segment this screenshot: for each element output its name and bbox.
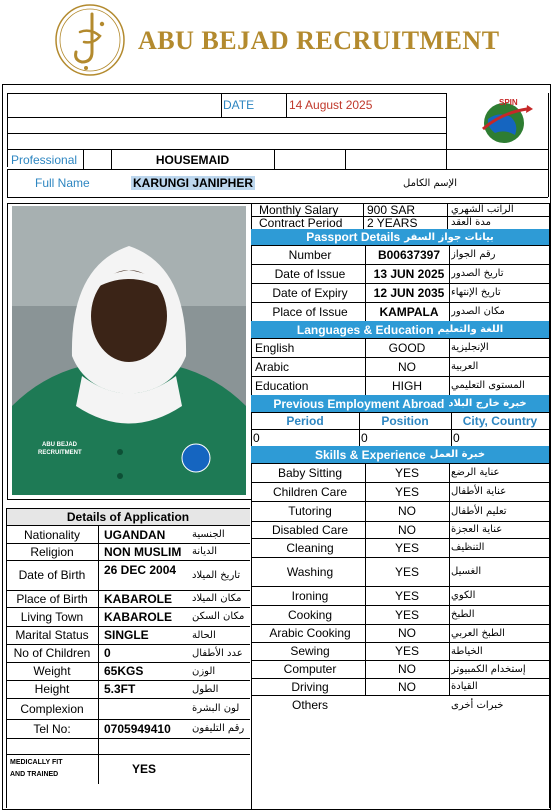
skill-label-ar: عناية الرضع: [451, 467, 500, 478]
language-row-label: Education: [255, 378, 309, 393]
skill-label-ar: تعليم الأطفال: [451, 505, 507, 517]
skill-label-ar: القيادة: [451, 681, 478, 692]
skills-section: [251, 446, 549, 463]
skill-value: NO: [398, 522, 416, 537]
application-label: Height: [34, 682, 70, 696]
application-label-ar: الجنسية: [192, 529, 225, 540]
salary-label: Monthly Salary: [259, 203, 339, 216]
application-label: Marital Status: [15, 628, 89, 642]
skill-value: YES: [394, 540, 419, 555]
passport-row-label: Date of Expiry: [272, 285, 348, 300]
language-row-label-ar: المستوى التعليمي: [451, 380, 525, 391]
application-label: Religion: [30, 544, 74, 559]
skill-label-ar: عناية العجزة: [451, 524, 503, 535]
application-label-ar: الديانة: [192, 546, 218, 557]
passport-row-label-ar: تاريخ الإنتهاء: [451, 287, 501, 298]
skill-label: Disabled Care: [271, 522, 349, 537]
spin-logo-text: SPIN: [499, 98, 518, 107]
skill-label: Washing: [286, 564, 334, 579]
application-label-ar: لون البشرة: [192, 703, 240, 714]
application-label-ar: مكان الميلاد: [192, 593, 242, 604]
skill-label: Others: [291, 698, 328, 712]
medical-label-line1: MEDICALLY FIT: [10, 759, 63, 766]
passport-row-label-ar: مكان الصدور: [451, 306, 505, 317]
application-label-ar: الطول: [192, 683, 219, 695]
skill-label: Arabic Cooking: [269, 626, 351, 640]
contract-label-ar: مدة العقد: [451, 217, 491, 228]
application-label: Weight: [33, 664, 71, 678]
application-value: 65KGS: [104, 664, 144, 678]
skill-value: YES: [394, 564, 419, 579]
skill-label: Cleaning: [286, 540, 334, 555]
document-header: [0, 0, 553, 82]
skill-value: YES: [394, 588, 419, 603]
languages-section: [251, 321, 549, 338]
languages-section-title: Languages & Education: [296, 322, 434, 337]
skill-label: Tutoring: [288, 504, 332, 518]
application-value: SINGLE: [104, 628, 149, 642]
calligraphy-logo-icon: [50, 2, 130, 78]
application-details: [6, 508, 250, 810]
application-label: Nationality: [23, 527, 81, 542]
application-label-ar: تاريخ الميلاد: [192, 569, 241, 581]
languages-section-title-ar: اللغة والتعليم: [437, 324, 504, 335]
skill-label: Sewing: [290, 644, 330, 658]
skill-value: NO: [398, 679, 416, 694]
skill-label-ar: الغسيل: [451, 566, 482, 577]
skills-section-title: Skills & Experience: [314, 447, 426, 462]
application-label: Tel No:: [33, 721, 71, 736]
passport-row-label: Date of Issue: [274, 266, 346, 281]
passport-row-value: B00637397: [377, 247, 441, 262]
application-label: No of Children: [13, 646, 91, 660]
contract-value: 2 YEARS: [367, 216, 418, 229]
date-value: 14 August 2025: [289, 98, 373, 112]
passport-section: [251, 229, 549, 245]
skill-label-ar: عناية الأطفال: [451, 486, 507, 497]
application-value: 0: [104, 646, 111, 660]
application-value: KABAROLE: [104, 591, 172, 606]
full-name-label: Full Name: [35, 176, 90, 190]
right-column: [251, 203, 551, 810]
passport-row-label: Number: [288, 247, 332, 262]
skill-value: YES: [394, 644, 419, 658]
medical-value: YES: [132, 762, 157, 776]
employment-section: [251, 395, 549, 412]
skill-value: YES: [394, 607, 419, 622]
skill-value: [365, 695, 449, 715]
skill-label: Children Care: [272, 484, 348, 499]
application-value: [104, 698, 194, 719]
language-row-label-ar: العربية: [451, 361, 479, 372]
employment-value: 0: [253, 430, 260, 445]
salary-value: 900 SAR: [367, 203, 416, 216]
full-name-label-ar: الإسم الكامل: [403, 177, 458, 189]
skill-label-ar: الطبخ العربي: [451, 627, 505, 639]
professional-value: HOUSEMAID: [155, 152, 230, 167]
language-row-label: Arabic: [255, 359, 290, 374]
language-row-value: GOOD: [388, 340, 426, 355]
uniform-badge-line1: ABU BEJAD: [42, 442, 78, 448]
skill-value: NO: [398, 662, 416, 676]
application-label-ar: الوزن: [192, 665, 216, 677]
professional-label: Professional: [11, 152, 78, 167]
employment-header: Period: [286, 413, 324, 428]
application-value: KABAROLE: [104, 609, 172, 624]
application-label-ar: الحالة: [192, 629, 216, 641]
employment-value: 0: [453, 430, 460, 445]
candidate-photo: [12, 206, 246, 495]
application-label: Living Town: [20, 609, 84, 624]
language-row-label: English: [255, 340, 295, 355]
passport-row-label-ar: تاريخ الصدور: [451, 268, 504, 279]
passport-row-label: Place of Issue: [272, 304, 348, 319]
skill-value: YES: [394, 484, 419, 499]
language-row-value: NO: [398, 359, 416, 374]
application-value: NON MUSLIM: [104, 544, 182, 559]
application-label: Complexion: [20, 701, 84, 716]
skill-label: Ironing: [291, 588, 329, 603]
skill-label-ar: الطبخ: [451, 609, 475, 620]
skill-label-ar: إستخدام الكمبيوتر: [451, 663, 526, 675]
medical-label: [10, 754, 102, 784]
full-name-value: KARUNGI JANIPHER: [133, 176, 254, 190]
skill-value: NO: [398, 504, 416, 518]
passport-row-value: KAMPALA: [379, 304, 439, 319]
skill-label-ar: خبرات أخرى: [451, 699, 504, 711]
passport-section-title-ar: بيانات جواز السفر: [404, 231, 494, 243]
skill-label: Cooking: [287, 607, 333, 622]
salary-label-ar: الراتب الشهري: [451, 204, 514, 215]
language-row-value: HIGH: [392, 378, 422, 393]
application-title: Details of Application: [6, 509, 250, 525]
company-name: ABU BEJAD RECRUITMENT: [138, 26, 500, 55]
passport-section-title: Passport Details: [306, 230, 401, 244]
uniform-badge-line2: RECRUITMENT: [38, 450, 82, 456]
skill-label-ar: التنظيف: [451, 542, 485, 553]
skill-label: Computer: [283, 662, 337, 676]
application-value: UGANDAN: [104, 527, 166, 542]
application-value: 5.3FT: [104, 682, 136, 696]
passport-row-label-ar: رقم الجواز: [451, 249, 496, 260]
employment-section-title: Previous Employment Abroad: [273, 396, 445, 411]
employment-header: Position: [381, 413, 429, 428]
skill-label: Baby Sitting: [277, 465, 343, 480]
skill-label-ar: الكوي: [451, 590, 476, 601]
employment-header: City, Country: [462, 413, 538, 428]
passport-row-value: 13 JUN 2025: [373, 266, 445, 281]
employment-value: 0: [361, 430, 368, 445]
skill-label: Driving: [291, 679, 329, 694]
contract-label: Contract Period: [259, 216, 343, 229]
application-value: 26 DEC 2004: [104, 563, 177, 577]
medical-label-line2: AND TRAINED: [10, 771, 59, 778]
application-label-ar: عدد الأطفال: [192, 647, 243, 659]
skill-value: NO: [398, 626, 416, 640]
application-value: 0705949410: [104, 721, 171, 736]
skill-value: YES: [394, 465, 419, 480]
application-label-ar: مكان السكن: [192, 611, 245, 622]
spin-logo-icon: [471, 95, 537, 147]
employment-section-title-ar: خبرة خارج البلاد: [448, 398, 527, 409]
skill-label-ar: الخياطة: [451, 645, 483, 657]
language-row-label-ar: الإنجليزية: [451, 342, 489, 353]
application-label: Date of Birth: [18, 568, 86, 582]
passport-row-value: 12 JUN 2035: [373, 285, 445, 300]
application-label: Place of Birth: [16, 591, 88, 606]
date-label: DATE: [223, 98, 255, 112]
skills-section-title-ar: خبرة العمل: [429, 449, 486, 460]
application-label-ar: رقم التليفون: [192, 723, 245, 734]
